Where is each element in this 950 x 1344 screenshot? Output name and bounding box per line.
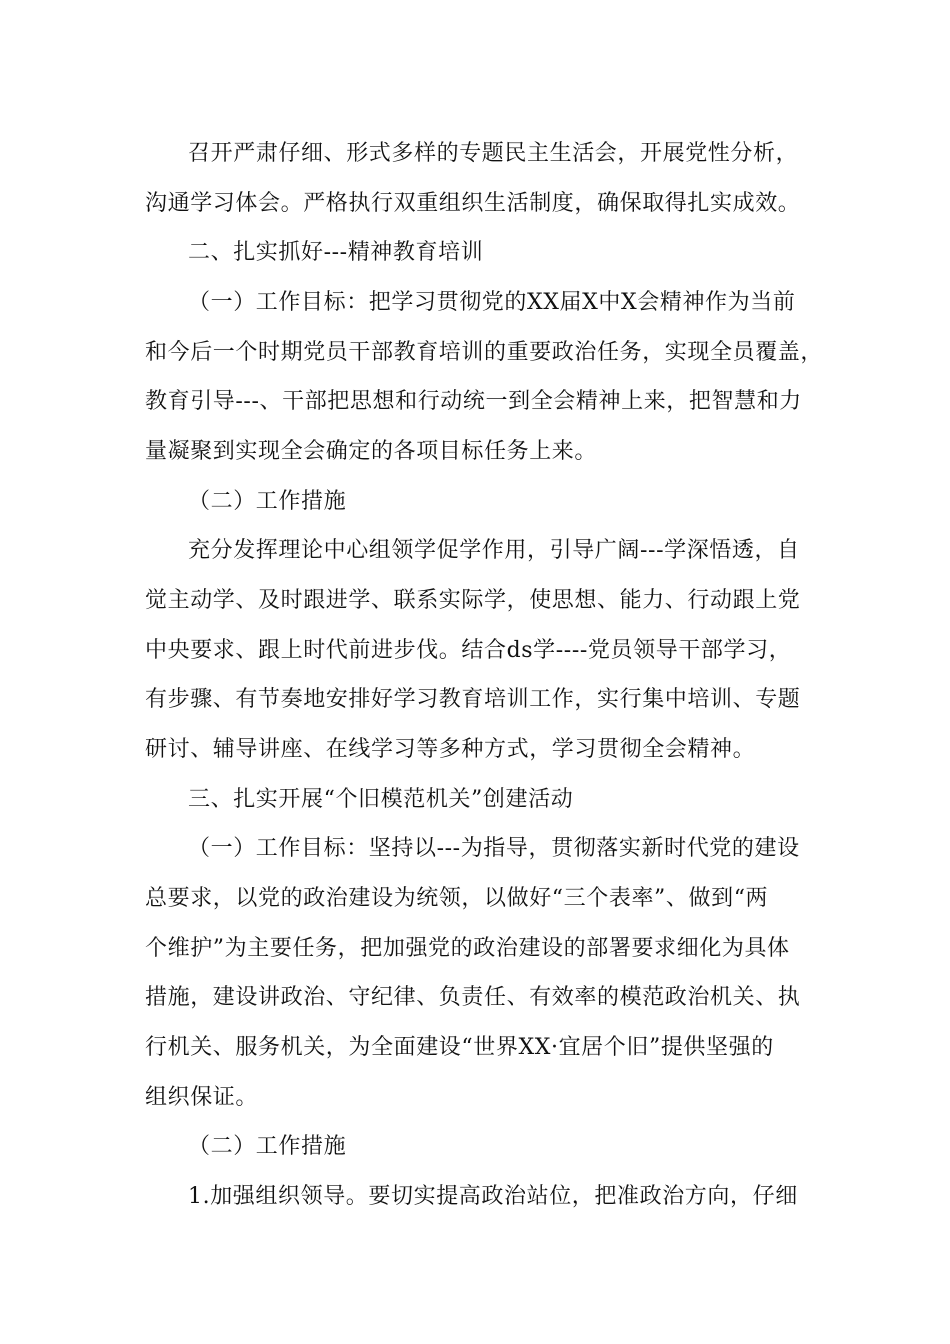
paragraph-line: （一）工作目标：把学习贯彻党的XX届X中X会精神作为当前 xyxy=(188,290,796,315)
paragraph-line: 和今后一个时期党员干部教育培训的重要政治任务，实现全员覆盖， xyxy=(145,340,824,365)
paragraph-line: 1.加强组织领导。要切实提高政治站位，把准政治方向，仔细 xyxy=(188,1184,798,1209)
paragraph-line: 个维护”为主要任务，把加强党的政治建设的部署要求细化为具体 xyxy=(145,936,790,961)
paragraph-line: 量凝聚到实现全会确定的各项目标任务上来。 xyxy=(145,439,598,464)
paragraph-line: 总要求，以党的政治建设为统领，以做好“三个表率”、做到“两 xyxy=(145,886,769,911)
paragraph-line: 中央要求、跟上时代前进步伐。结合ds学----党员领导干部学习， xyxy=(145,638,792,663)
paragraph-line: 研讨、辅导讲座、在线学习等多种方式，学习贯彻全会精神。 xyxy=(145,737,756,762)
paragraph-line: 召开严肃仔细、形式多样的专题民主生活会，开展党性分析， xyxy=(188,141,799,166)
paragraph-line: 沟通学习体会。严格执行双重组织生活制度，确保取得扎实成效。 xyxy=(145,191,801,216)
section-heading: 二、扎实抓好---精神教育培训 xyxy=(188,240,484,265)
paragraph-line: 措施，建设讲政治、守纪律、负责任、有效率的模范政治机关、执 xyxy=(145,985,801,1010)
paragraph-line: 觉主动学、及时跟进学、联系实际学，使思想、能力、行动跟上党 xyxy=(145,588,801,613)
paragraph-line: 有步骤、有节奏地安排好学习教育培训工作，实行集中培训、专题 xyxy=(145,687,801,712)
section-heading: 三、扎实开展“个旧模范机关”创建活动 xyxy=(188,787,574,812)
paragraph-line: 组织保证。 xyxy=(145,1085,259,1110)
paragraph-line: 教育引导---、干部把思想和行动统一到全会精神上来，把智慧和力 xyxy=(145,389,802,414)
paragraph-line: 行机关、服务机关，为全面建设“世界XX·宜居个旧”提供坚强的 xyxy=(145,1035,774,1060)
subsection-heading: （二）工作措施 xyxy=(188,1134,347,1159)
subsection-heading: （二）工作措施 xyxy=(188,489,347,514)
paragraph-line: 充分发挥理论中心组领学促学作用，引导广阔---学深悟透，自 xyxy=(188,538,800,563)
paragraph-line: （一）工作目标：坚持以---为指导，贯彻落实新时代党的建设 xyxy=(188,836,800,861)
